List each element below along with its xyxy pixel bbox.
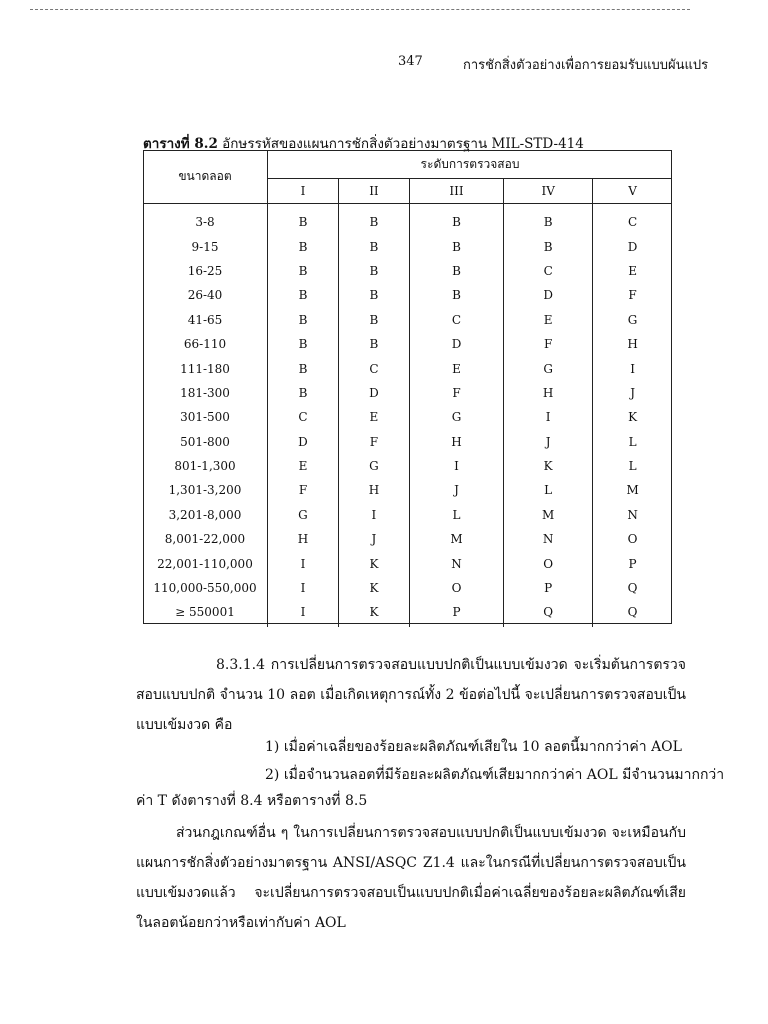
code-letter-cell: I bbox=[268, 600, 339, 626]
code-letter-cell: I bbox=[409, 454, 503, 478]
code-letter-cell: Q bbox=[627, 581, 638, 596]
level-header-II: II bbox=[338, 179, 409, 204]
code-letter-cell: G bbox=[409, 405, 503, 429]
code-letter-cell: G bbox=[504, 356, 593, 380]
code-letter-cell: B bbox=[338, 283, 409, 307]
code-letter-cell: O bbox=[409, 576, 503, 600]
lot-size-cell: 1,301-3,200 bbox=[143, 478, 268, 502]
level-header-V: V bbox=[593, 179, 672, 204]
table-caption-text: อักษรรหัสของแผนการชักสิ่งตัวอย่างมาตรฐาน MIL-STD-414 bbox=[217, 136, 584, 152]
code-letter-cell: C bbox=[338, 356, 409, 380]
code-letter-cell: E bbox=[268, 454, 339, 478]
code-letter-cell: H bbox=[409, 430, 503, 454]
code-letter-cell: B bbox=[338, 259, 409, 283]
code-letter-cell: C bbox=[504, 259, 593, 283]
code-letter-table bbox=[143, 150, 672, 627]
code-letter-cell: F bbox=[268, 478, 339, 502]
level-header-I: I bbox=[268, 179, 339, 204]
code-letter-cell: I bbox=[268, 551, 339, 575]
code-letter-cell: G bbox=[338, 454, 409, 478]
code-letter-cell: L bbox=[628, 459, 637, 474]
code-letter-cell: D bbox=[504, 283, 593, 307]
code-letter-cell: C bbox=[628, 215, 638, 230]
table-row bbox=[143, 527, 672, 551]
code-letter-cell: J bbox=[630, 385, 635, 400]
lot-size-cell: 22,001-110,000 bbox=[143, 551, 268, 575]
code-letter-cell: F bbox=[338, 430, 409, 454]
table-caption-label: ตารางที่ 8.2 bbox=[143, 136, 218, 152]
lot-size-header: ขนาดลอต bbox=[143, 150, 268, 204]
code-letter-cell: I bbox=[504, 405, 593, 429]
table-row bbox=[143, 430, 672, 454]
code-letter-cell: B bbox=[268, 356, 339, 380]
paragraph-8-3-1-4: 8.3.1.4 การเปลี่ยนการตรวจสอบแบบปกติเป็นแบบเข้มงวด จะเริ่มต้นการตรวจสอบแบบปกติ จำนวน 10 ลอต เมื่อเกิดเหตุการณ์ทั้ง 2 ข้อต่อไปนี้ จะเปลี่ยนการตรวจสอบเป็นแบบเข้มงวด คือ bbox=[136, 657, 686, 733]
lot-size-cell: 41-65 bbox=[143, 308, 268, 332]
lot-size-cell: 3,201-8,000 bbox=[143, 503, 268, 527]
code-letter-cell: B bbox=[504, 204, 593, 235]
table-row bbox=[143, 259, 672, 283]
table-row bbox=[143, 381, 672, 405]
table-row bbox=[143, 503, 672, 527]
code-letter-cell: K bbox=[628, 410, 638, 425]
lot-size-cell: 66-110 bbox=[143, 332, 268, 356]
code-letter-cell: Q bbox=[504, 600, 593, 626]
code-letter-cell: P bbox=[504, 576, 593, 600]
code-letter-cell: D bbox=[627, 239, 638, 254]
level-header-IV: IV bbox=[504, 179, 593, 204]
code-letter-cell: I bbox=[338, 503, 409, 527]
lot-size-cell: ≥ 550001 bbox=[143, 600, 268, 626]
code-letter-cell: P bbox=[628, 556, 637, 571]
code-letter-cell: N bbox=[409, 551, 503, 575]
code-letter-cell: B bbox=[268, 381, 339, 405]
code-letter-cell: J bbox=[409, 478, 503, 502]
code-letter-cell: D bbox=[338, 381, 409, 405]
code-letter-cell: L bbox=[628, 434, 637, 449]
lot-size-cell: 111-180 bbox=[143, 356, 268, 380]
code-letter-cell: M bbox=[504, 503, 593, 527]
code-letter-cell: P bbox=[409, 600, 503, 626]
table-row bbox=[143, 454, 672, 478]
code-letter-cell: O bbox=[504, 551, 593, 575]
code-letter-cell: H bbox=[338, 478, 409, 502]
code-letter-cell: B bbox=[338, 308, 409, 332]
page-number: 347 bbox=[398, 54, 423, 69]
code-letter-cell: B bbox=[268, 308, 339, 332]
code-letter-cell: J bbox=[504, 430, 593, 454]
code-letter-cell: D bbox=[409, 332, 503, 356]
code-letter-cell: E bbox=[628, 263, 637, 278]
code-letter-cell: I bbox=[268, 576, 339, 600]
code-letter-cell: D bbox=[268, 430, 339, 454]
code-letter-cell: F bbox=[628, 288, 637, 303]
code-letter-cell: M bbox=[626, 483, 639, 498]
lot-size-cell: 3-8 bbox=[143, 204, 268, 235]
code-letter-cell: G bbox=[627, 312, 638, 327]
code-letter-cell: H bbox=[268, 527, 339, 551]
lot-size-cell: 801-1,300 bbox=[143, 454, 268, 478]
code-letter-cell: E bbox=[409, 356, 503, 380]
code-letter-cell: B bbox=[338, 204, 409, 235]
table-row bbox=[143, 332, 672, 356]
code-letter-cell: L bbox=[409, 503, 503, 527]
paragraph-other-rules: ส่วนกฎเกณฑ์อื่น ๆ ในการเปลี่ยนการตรวจสอบแบบปกติเป็นแบบเข้มงวด จะเหมือนกับแผนการชักสิ่งตัวอย่างมาตรฐาน ANSI/ASQC Z1.4 และในกรณีที่เปลี่ยนการตรวจสอบเป็นแบบเข้มงวดแล้ว จะเปลี่ยนการตรวจสอบเป็นแบบปกติเมื่อค่าเฉลี่ยของร้อยละผลิตภัณฑ์เสียในลอตน้อยกว่าหรือเท่ากับค่า AOL bbox=[136, 825, 686, 931]
code-letter-cell: J bbox=[338, 527, 409, 551]
lot-size-cell: 9-15 bbox=[143, 234, 268, 258]
code-letter-cell: C bbox=[268, 405, 339, 429]
table-row bbox=[143, 234, 672, 258]
code-letter-cell: B bbox=[409, 283, 503, 307]
code-letter-cell: B bbox=[268, 204, 339, 235]
table-row bbox=[143, 308, 672, 332]
table-body bbox=[143, 204, 672, 627]
code-letter-cell: K bbox=[338, 551, 409, 575]
table-row bbox=[143, 356, 672, 380]
code-letter-cell: K bbox=[338, 600, 409, 626]
code-letter-cell: H bbox=[504, 381, 593, 405]
code-letter-cell: F bbox=[504, 332, 593, 356]
lot-size-cell: 181-300 bbox=[143, 381, 268, 405]
code-letter-cell: C bbox=[409, 308, 503, 332]
code-letter-cell: G bbox=[268, 503, 339, 527]
code-letter-cell: B bbox=[268, 283, 339, 307]
inspection-level-header: ระดับการตรวจสอบ bbox=[420, 156, 520, 171]
table-row bbox=[143, 204, 672, 235]
lot-size-cell: 501-800 bbox=[143, 430, 268, 454]
code-letter-cell: B bbox=[409, 234, 503, 258]
lot-size-cell: 16-25 bbox=[143, 259, 268, 283]
lot-size-cell: 26-40 bbox=[143, 283, 268, 307]
table-row bbox=[143, 405, 672, 429]
table-row bbox=[143, 478, 672, 502]
condition-item-2-continued: ค่า T ดังตารางที่ 8.4 หรือตารางที่ 8.5 bbox=[136, 793, 368, 809]
running-title: การชักสิ่งตัวอย่างเพื่อการยอมรับแบบผันแปร bbox=[463, 58, 709, 73]
page-header bbox=[0, 52, 768, 74]
code-letter-cell: B bbox=[504, 234, 593, 258]
code-letter-cell: B bbox=[268, 259, 339, 283]
code-letter-cell: B bbox=[409, 204, 503, 235]
table-row bbox=[143, 551, 672, 575]
table-row bbox=[143, 576, 672, 600]
code-letter-cell: B bbox=[338, 332, 409, 356]
code-letter-cell: B bbox=[268, 332, 339, 356]
condition-item-1: 1) เมื่อค่าเฉลี่ยของร้อยละผลิตภัณฑ์เสียใน 10 ลอตนี้มากกว่าค่า AOL bbox=[265, 739, 682, 755]
table-header bbox=[143, 150, 672, 204]
code-letter-cell: E bbox=[504, 308, 593, 332]
lot-size-cell: 8,001-22,000 bbox=[143, 527, 268, 551]
lot-size-cell: 301-500 bbox=[143, 405, 268, 429]
code-letter-cell: H bbox=[627, 337, 638, 352]
condition-item-2: 2) เมื่อจำนวนลอตที่มีร้อยละผลิตภัณฑ์เสียมากกว่าค่า AOL มีจำนวนมากกว่า bbox=[265, 767, 725, 783]
code-letter-cell: K bbox=[338, 576, 409, 600]
level-header-III: III bbox=[409, 179, 503, 204]
code-letter-cell: B bbox=[268, 234, 339, 258]
lot-size-cell: 110,000-550,000 bbox=[143, 576, 268, 600]
code-letter-cell: N bbox=[504, 527, 593, 551]
code-letter-cell: K bbox=[504, 454, 593, 478]
code-letter-cell: M bbox=[409, 527, 503, 551]
code-letter-cell: E bbox=[338, 405, 409, 429]
code-letter-cell: L bbox=[504, 478, 593, 502]
table-row bbox=[143, 600, 672, 626]
code-letter-cell: N bbox=[627, 507, 638, 522]
code-letter-cell: B bbox=[338, 234, 409, 258]
scan-artifact-line bbox=[30, 9, 690, 10]
code-letter-cell: Q bbox=[627, 605, 638, 620]
code-letter-cell: O bbox=[627, 532, 638, 547]
table-row bbox=[143, 283, 672, 307]
code-letter-cell: I bbox=[630, 361, 635, 376]
code-letter-cell: F bbox=[409, 381, 503, 405]
code-letter-cell: B bbox=[409, 259, 503, 283]
